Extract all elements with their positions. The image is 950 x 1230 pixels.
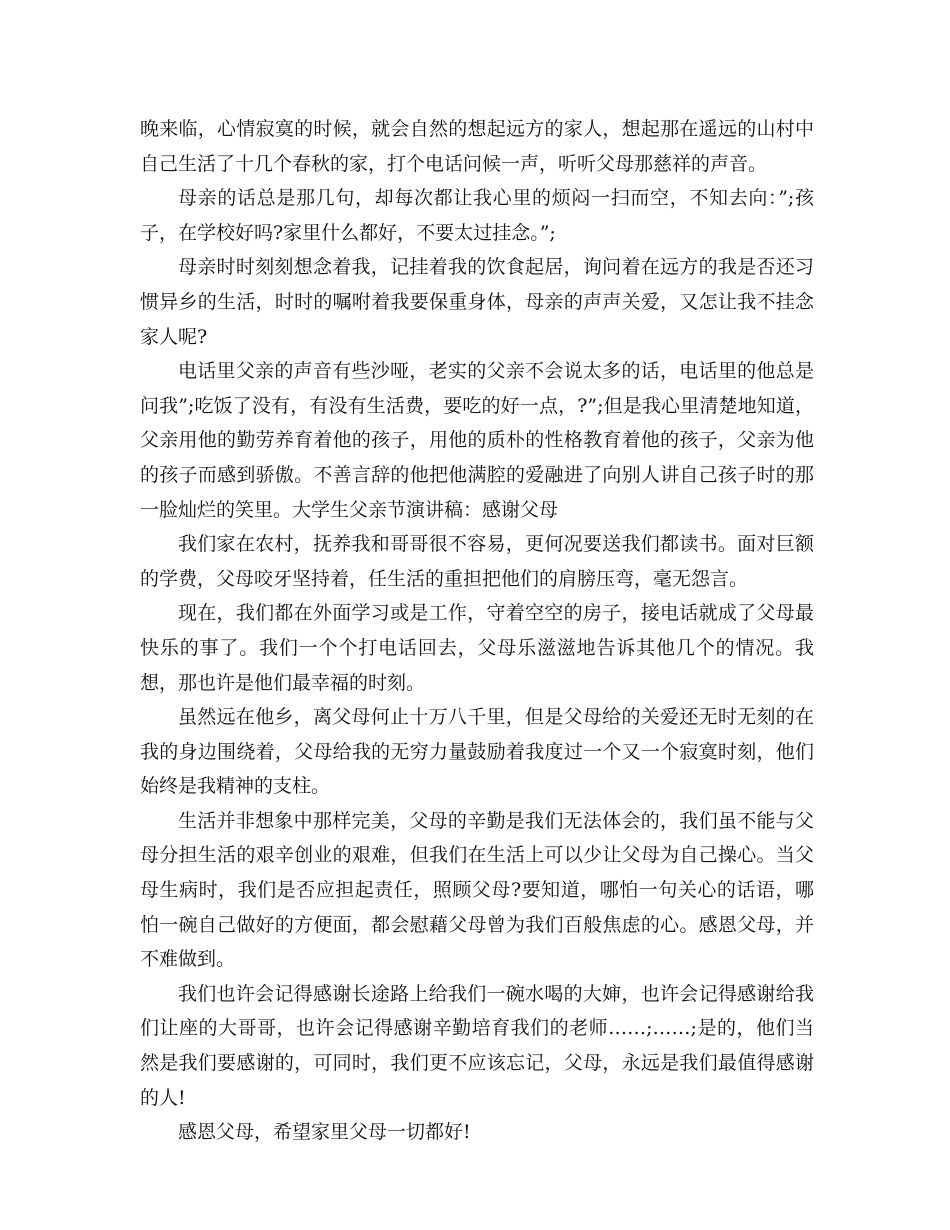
document-page [140,112,814,1150]
paragraph-6: 现在，我们都在外面学习或是工作，守着空空的房子，接电话就成了父母最快乐的事了。我们一个个打电话回去，父母乐滋滋地告诉其他几个的情况。我想，那也许是他们最幸福的时刻。 [140,602,814,694]
paragraph-4: 电话里父亲的声音有些沙哑，老实的父亲不会说太多的话，电话里的他总是问我”;吃饭了没有，有没有生活费，要吃的好一点，?”;但是我心里清楚地知道，父亲用他的勤劳养育着他的孩子，用他的质朴的性格教育着他的孩子，父亲为他的孩子而感到骄傲。不善言辞的他把他满腔的爱融进了向别人讲自己孩子时的那一脸灿烂的笑里。大学生父亲节演讲稿：感谢父母 [140,360,814,521]
paragraph-3: 母亲时时刻刻想念着我，记挂着我的饮食起居，询问着在远方的我是否还习惯异乡的生活，时时的嘱咐着我要保重身体，母亲的声声关爱，又怎让我不挂念家人呢? [140,256,814,348]
paragraph-8: 生活并非想象中那样完美，父母的辛勤是我们无法体会的，我们虽不能与父母分担生活的艰辛创业的艰难，但我们在生活上可以少让父母为自己操心。当父母生病时，我们是否应担起责任，照顾父母?要知道，哪怕一句关心的话语，哪怕一碗自己做好的方便面，都会慰藉父母曾为我们百般焦虑的心。感恩父母，并不难做到。 [140,809,814,971]
paragraph-9: 我们也许会记得感谢长途路上给我们一碗水喝的大婶，也许会记得感谢给我们让座的大哥哥，也许会记得感谢辛勤培育我们的老师……;……;是的，他们当然是我们要感谢的，可同时，我们更不应该忘记，父母，永远是我们最值得感谢的人! [140,982,814,1109]
paragraph-5: 我们家在农村，抚养我和哥哥很不容易，更何况要送我们都读书。面对巨额的学费，父母咬牙坚持着，任生活的重担把他们的肩膀压弯，毫无怨言。 [140,533,814,590]
paragraph-2: 母亲的话总是那几句，却每次都让我心里的烦闷一扫而空，不知去向：”;孩子，在学校好吗?家里什么都好，不要太过挂念。”; [140,187,814,244]
paragraph-10: 感恩父母，希望家里父母一切都好! [178,1121,471,1144]
paragraph-7: 虽然远在他乡，离父母何止十万八千里，但是父母给的关爱还无时无刻的在我的身边围绕着，父母给我的无穷力量鼓励着我度过一个又一个寂寞时刻，他们始终是我精神的支柱。 [140,706,814,798]
paragraph-1: 晚来临，心情寂寞的时候，就会自然的想起远方的家人，想起那在遥远的山村中自己生活了十几个春秋的家，打个电话问候一声，听听父母那慈祥的声音。 [140,118,814,175]
